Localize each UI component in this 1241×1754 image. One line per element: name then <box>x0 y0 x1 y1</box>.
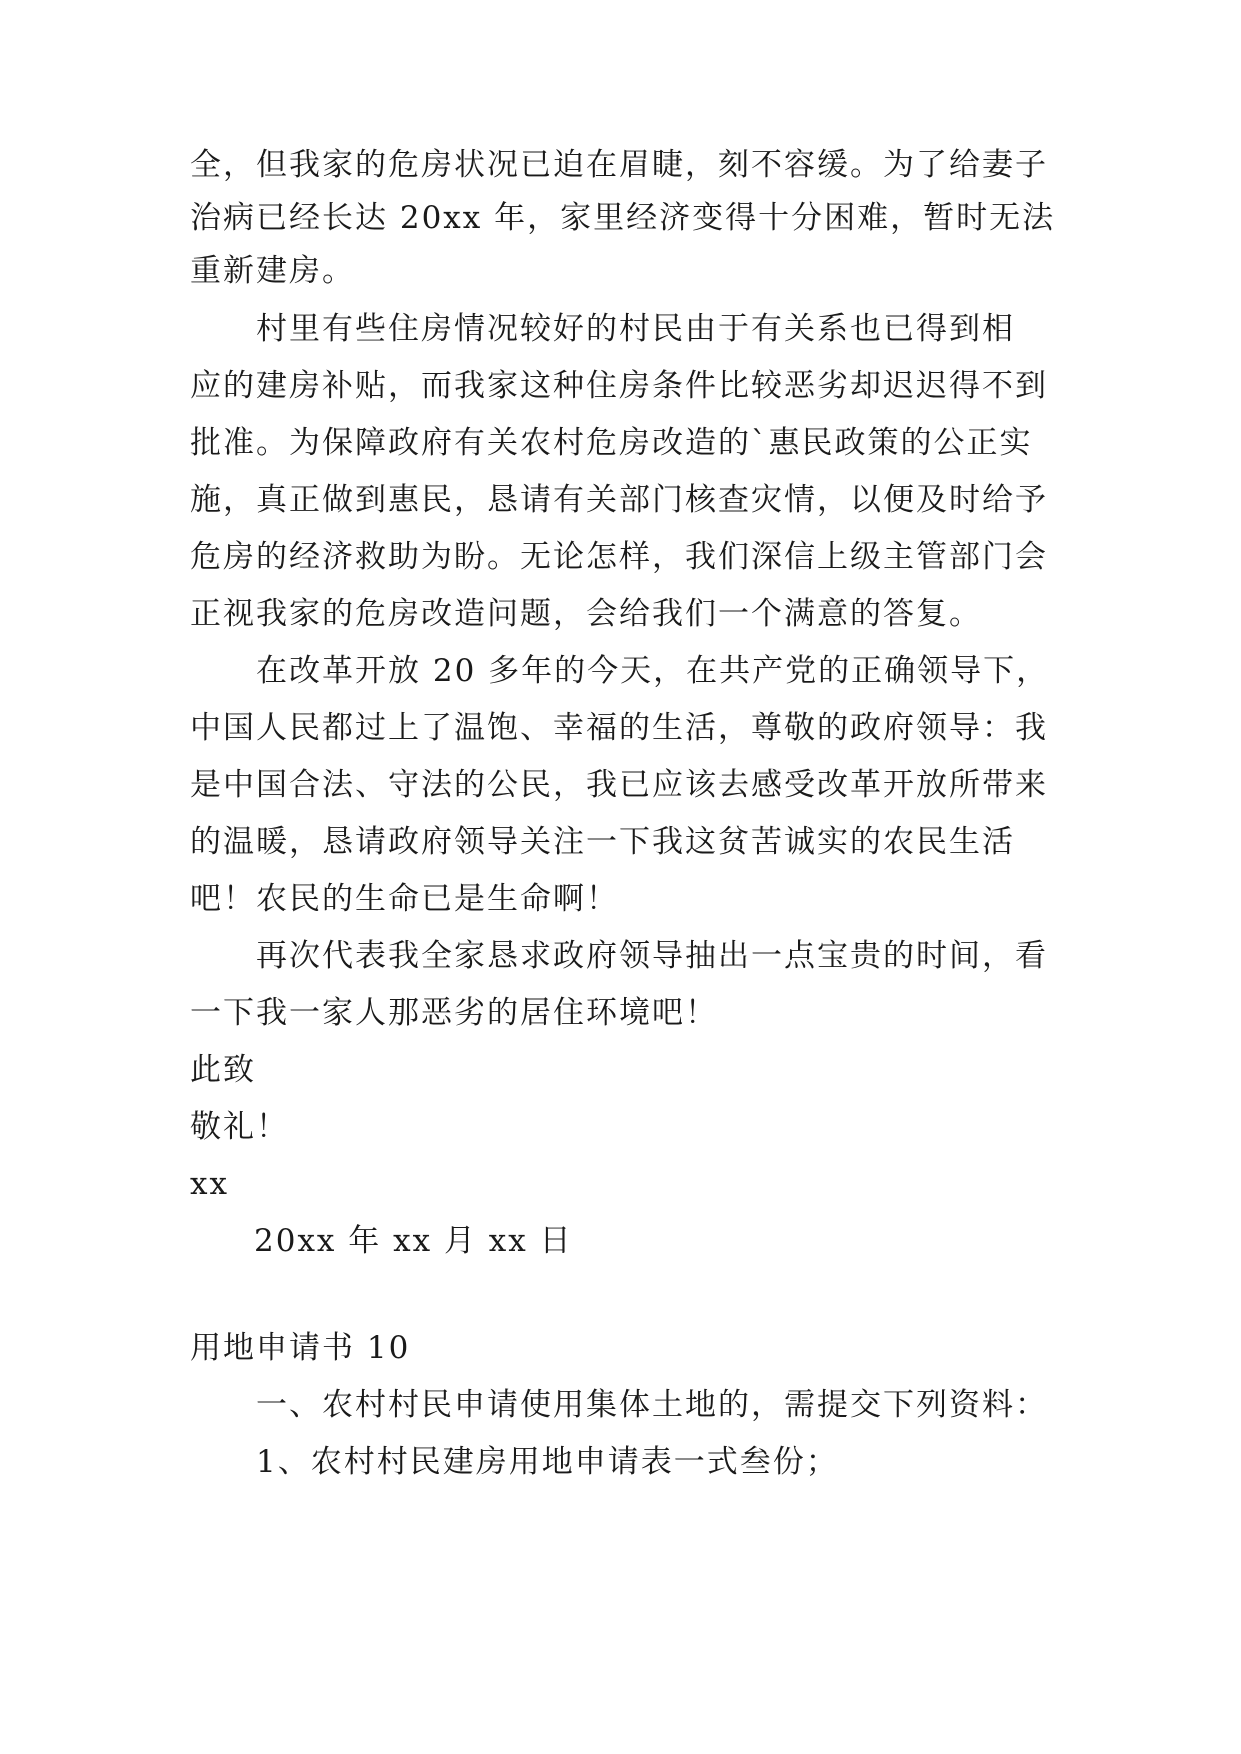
closing-regards: 敬礼！ <box>190 1109 289 1145</box>
paragraph-3-line-4: 的温暖，恳请政府领导关注一下我这贫苦诚实的农民生活 <box>190 824 1015 860</box>
paragraph-2-line-4: 施，真正做到惠民，恳请有关部门核查灾情，以便及时给予 <box>190 482 1048 518</box>
paragraph-2-line-2: 应的建房补贴，而我家这种住房条件比较恶劣却迟迟得不到 <box>190 368 1048 404</box>
paragraph-2-line-5: 危房的经济救助为盼。无论怎样，我们深信上级主管部门会 <box>190 539 1048 575</box>
paragraph-1-line-1: 全，但我家的危房状况已迫在眉睫，刻不容缓。为了给妻子 <box>190 147 1048 183</box>
paragraph-2-line-6: 正视我家的危房改造问题，会给我们一个满意的答复。 <box>190 596 982 632</box>
section-title: 用地申请书 10 <box>190 1330 411 1366</box>
paragraph-3-line-5: 吧！农民的生命已是生命啊！ <box>190 881 619 917</box>
section-item-1: 1、农村村民建房用地申请表一式叁份； <box>256 1444 839 1480</box>
signature: xx <box>190 1166 229 1202</box>
date: 20xx 年 xx 月 xx 日 <box>254 1223 573 1259</box>
paragraph-3-line-1: 在改革开放 20 多年的今天，在共产党的正确领导下， <box>256 653 1050 689</box>
paragraph-3-line-3: 是中国合法、守法的公民，我已应该去感受改革开放所带来 <box>190 767 1048 803</box>
paragraph-1-line-3: 重新建房。 <box>190 253 355 289</box>
paragraph-2-line-3: 批准。为保障政府有关农村危房改造的`惠民政策的公正实 <box>190 425 1033 461</box>
paragraph-1-line-2: 治病已经长达 20xx 年，家里经济变得十分困难，暂时无法 <box>190 200 1056 236</box>
section-intro: 一、农村村民申请使用集体土地的，需提交下列资料： <box>256 1387 1048 1423</box>
paragraph-4-line-2: 一下我一家人那恶劣的居住环境吧！ <box>190 995 718 1031</box>
paragraph-4-line-1: 再次代表我全家恳求政府领导抽出一点宝贵的时间，看 <box>256 938 1048 974</box>
paragraph-2-line-1: 村里有些住房情况较好的村民由于有关系也已得到相 <box>256 311 1015 347</box>
paragraph-3-line-2: 中国人民都过上了温饱、幸福的生活，尊敬的政府领导：我 <box>190 710 1048 746</box>
closing-salutation: 此致 <box>190 1052 256 1088</box>
